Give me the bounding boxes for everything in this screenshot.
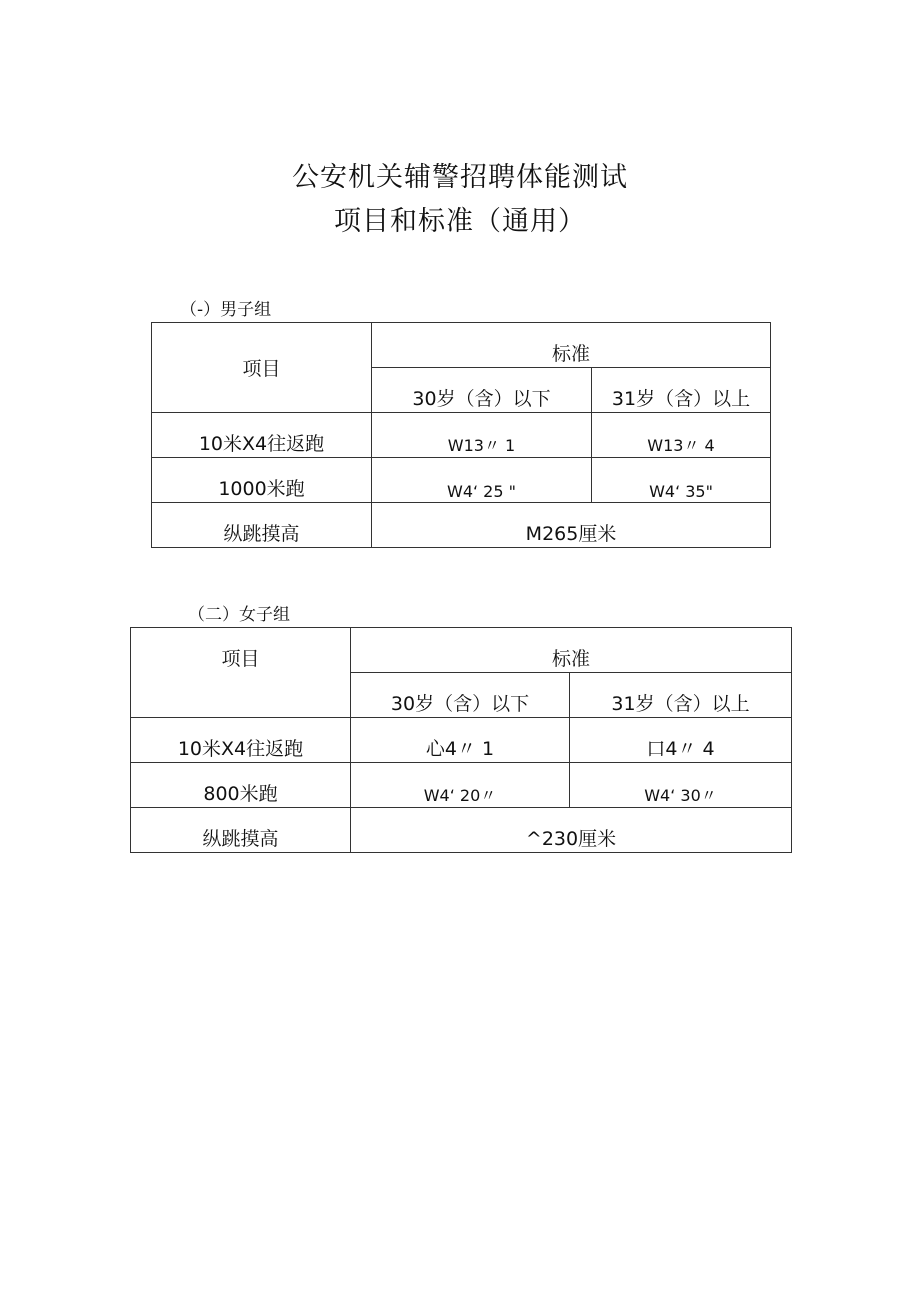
- header-age-old: 31岁（含）以上: [592, 368, 771, 413]
- header-age-old: 31岁（含）以上: [570, 673, 792, 718]
- table-row: [131, 808, 792, 853]
- row-item: 10米X4往返跑: [152, 413, 372, 458]
- table-row: [152, 503, 771, 548]
- header-item: 项目: [131, 628, 351, 718]
- row-item: 纵跳摸高: [131, 808, 351, 853]
- row-young-value: W13〃 1: [372, 413, 592, 458]
- section-label-female: （二）女子组: [188, 605, 290, 625]
- row-item: 10米X4往返跑: [131, 718, 351, 763]
- header-item: 项目: [152, 323, 372, 413]
- table-row: [131, 718, 792, 763]
- header-standard: 标准: [372, 323, 771, 368]
- header-standard: 标准: [351, 628, 792, 673]
- row-old-value: W4‘ 35": [592, 458, 771, 503]
- table-header-row: [152, 323, 771, 368]
- row-combined-value: ^230厘米: [351, 808, 792, 853]
- table-row: [152, 413, 771, 458]
- table-row: [131, 763, 792, 808]
- male-standards-table: [151, 322, 771, 548]
- row-item: 纵跳摸高: [152, 503, 372, 548]
- row-item: 800米跑: [131, 763, 351, 808]
- row-young-value: W4‘ 20〃: [351, 763, 570, 808]
- table-header-row: [131, 628, 792, 673]
- header-age-young: 30岁（含）以下: [351, 673, 570, 718]
- section-label-male: （-）男子组: [180, 300, 272, 320]
- document-title: [0, 156, 920, 244]
- header-age-young: 30岁（含）以下: [372, 368, 592, 413]
- row-item: 1000米跑: [152, 458, 372, 503]
- row-old-value: W13〃 4: [592, 413, 771, 458]
- row-combined-value: M265厘米: [372, 503, 771, 548]
- title-line-2: 项目和标准（通用）: [334, 206, 586, 237]
- row-young-value: W4‘ 25 ": [372, 458, 592, 503]
- female-standards-table: [130, 627, 792, 853]
- row-old-value: W4‘ 30〃: [570, 763, 792, 808]
- title-line-1: 公安机关辅警招聘体能测试: [292, 162, 628, 193]
- table-row: [152, 458, 771, 503]
- row-young-value: 心4〃 1: [351, 718, 570, 763]
- row-old-value: 口4〃 4: [570, 718, 792, 763]
